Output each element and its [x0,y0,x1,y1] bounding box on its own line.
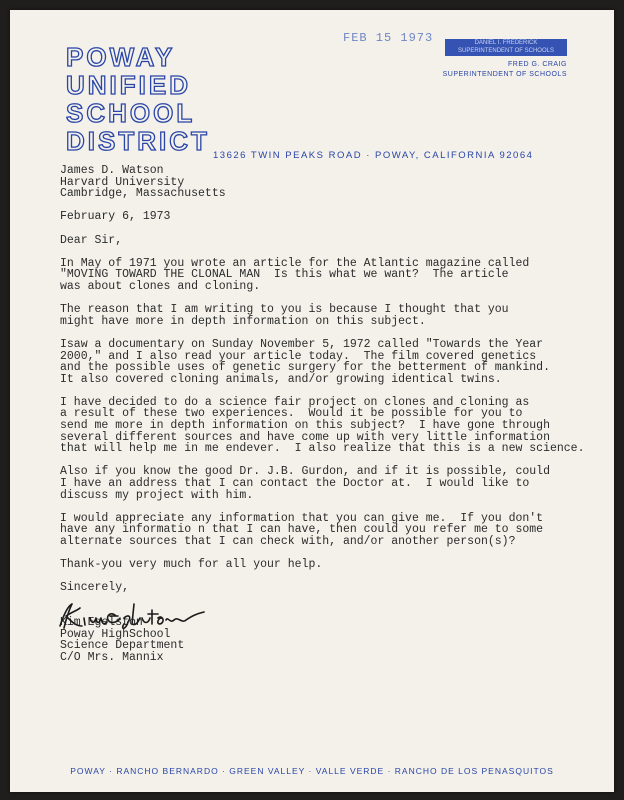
logo-line: DISTRICT [66,126,210,156]
paragraph-line: "MOVING TOWARD THE CLONAL MAN Is this what we want? The article [60,268,509,282]
paragraph-line: 2000," and I also read your article today. The film covered genetics [60,349,537,363]
paragraph-line: alternate sources that I can check with, and/or another person(s)? [60,535,516,548]
superintendent-label-box [445,39,567,56]
recipient-line: Cambridge, Massachusetts [60,187,226,201]
paragraph-line: Isaw a documentary on Sunday November 5, 1972 called "Towards the Year [60,337,544,351]
paragraph-line: was about clones and cloning. [60,279,261,293]
paragraph-line: might have more in depth information on this subject. [60,314,426,328]
paragraph-line: and the possible uses of genetic surgery for the betterment of mankind. [60,361,550,375]
recipient-line: James D. Watson [60,164,164,177]
paragraph-line: a result of these two experiences. Would it be possible for you to [60,407,523,421]
paragraph-line: discuss my project with him. [60,488,254,502]
salutation: Dear Sir, [60,233,123,247]
letter-sheet [10,10,614,792]
logo-line: SCHOOL [66,98,196,128]
superintendent-box-text: DANIEL I. FREDERICK SUPERINTENDENT OF SCHOOLS [458,40,554,54]
paragraph-line: send me more in depth information on this subject? I have gone through [60,419,550,433]
logo-line: POWAY [66,42,176,72]
paragraph-line: It also covered cloning animals, and/or growing identical twins. [60,372,502,386]
signature-block-line: Poway HighSchool [60,627,171,641]
closing: Sincerely, [60,581,130,595]
paragraph-line: several different sources and have come up with very little information [60,430,550,444]
paragraph-line: I have decided to do a science fair project on clones and cloning as [60,395,530,409]
paragraph-line: In May of 1971 you wrote an article for the Atlantic magazine called [60,256,530,270]
paragraph-line: that will help me in me endever. I also realize that this is a new science. [60,442,585,456]
district-logo [66,43,210,155]
paragraph-line: Thank-you very much for all your help. [60,558,323,572]
footer-communities: POWAY · RANCHO BERNARDO · GREEN VALLEY · VALLE VERDE · RANCHO DE LOS PENASQUITOS [70,766,554,776]
recipient-line: Harvard University [60,175,185,189]
letter-date: February 6, 1973 [60,210,171,224]
signature-block-line: Kim Egelston [60,616,143,630]
paragraph-line: I have an address that I can contact the Doctor at. I would like to [60,477,530,491]
signature-block-line: C/O Mrs. Mannix [60,650,164,664]
letter-body [60,165,605,664]
paragraph-line: The reason that I am writing to you is because I thought that you [60,303,509,317]
handwritten-signature [54,600,214,632]
received-date-stamp: FEB 15 1973 [343,31,434,45]
paragraph-line: have any informatio n that I can have, then could you refer me to some [60,523,544,537]
paragraph-line: I would appreciate any information that you can give me. If you don't [60,511,544,525]
superintendent-name: FRED G. CRAIG [507,61,567,68]
paragraph-line: Also if you know the good Dr. J.B. Gurdon, and if it is possible, could [60,465,550,479]
superintendent-title: SUPERINTENDENT OF SCHOOLS [442,71,567,78]
district-address: 13626 TWIN PEAKS ROAD · POWAY, CALIFORNIA 92064 [213,150,534,161]
signature-block-line: Science Department [60,639,185,653]
logo-line: UNIFIED [66,70,191,100]
